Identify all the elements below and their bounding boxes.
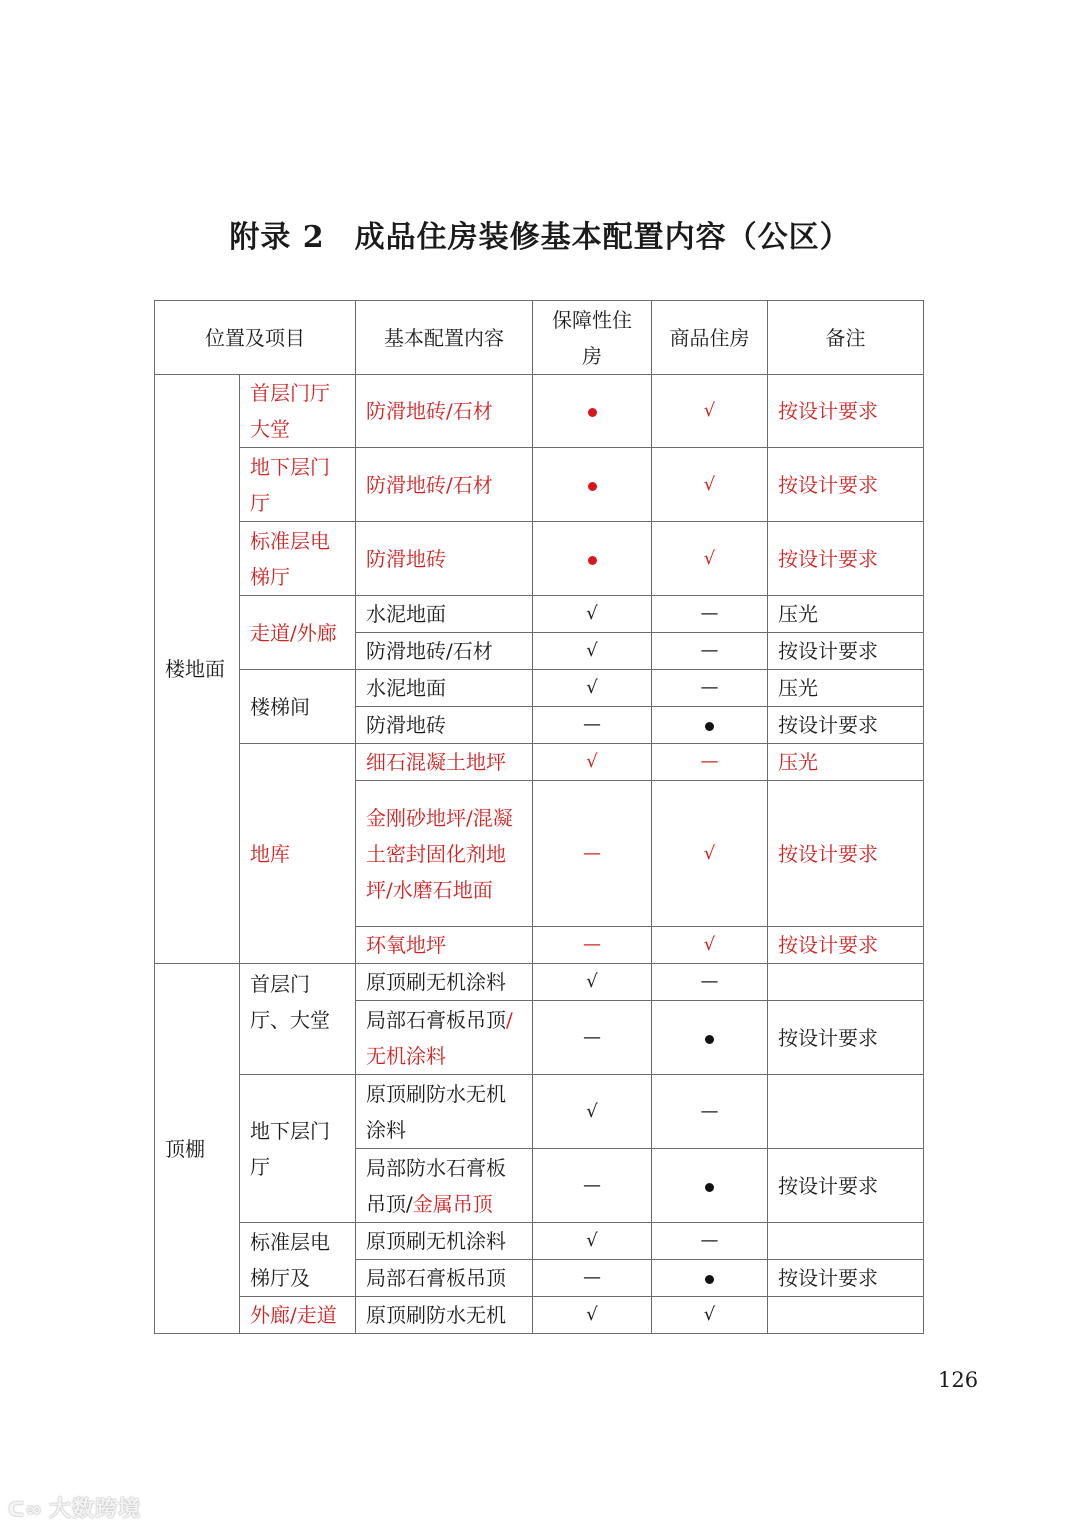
affordable-cell bbox=[533, 375, 652, 448]
commercial-cell bbox=[652, 1001, 768, 1075]
location-cell: 楼梯间 bbox=[240, 670, 356, 744]
content-cell: 局部石膏板吊顶 bbox=[356, 1260, 533, 1297]
location-cell: 地下层门厅 bbox=[240, 448, 356, 522]
table-row bbox=[155, 1075, 924, 1149]
page-title bbox=[0, 212, 1080, 256]
content-cell: 原顶刷防水无机 bbox=[356, 1297, 533, 1334]
remarks-cell: 按设计要求 bbox=[768, 927, 924, 964]
content-cell: 水泥地面 bbox=[356, 596, 533, 633]
commercial-cell: — bbox=[652, 596, 768, 633]
remarks-cell bbox=[768, 1297, 924, 1334]
remarks-cell: 按设计要求 bbox=[768, 522, 924, 596]
content-cell: 局部防水石膏板吊顶/金属吊顶 bbox=[356, 1149, 533, 1223]
watermark bbox=[8, 1492, 141, 1523]
affordable-cell: √ bbox=[533, 670, 652, 707]
remarks-cell: 按设计要求 bbox=[768, 781, 924, 927]
remarks-cell: 按设计要求 bbox=[768, 1260, 924, 1297]
remarks-cell: 按设计要求 bbox=[768, 707, 924, 744]
table-row bbox=[155, 964, 924, 1001]
appendix-title: 成品住房装修基本配置内容（公区） bbox=[354, 220, 851, 255]
commercial-cell: — bbox=[652, 1223, 768, 1260]
affordable-cell: √ bbox=[533, 596, 652, 633]
affordable-cell bbox=[533, 522, 652, 596]
content-cell: 防滑地砖 bbox=[356, 522, 533, 596]
affordable-cell: √ bbox=[533, 633, 652, 670]
category-ceiling: 顶棚 bbox=[155, 964, 240, 1334]
configuration-table bbox=[154, 300, 924, 1334]
table-row bbox=[155, 1223, 924, 1260]
location-cell: 地库 bbox=[240, 744, 356, 964]
dot-icon bbox=[705, 722, 714, 731]
content-cell: 金刚砂地坪/混凝土密封固化剂地坪/水磨石地面 bbox=[356, 781, 533, 927]
remarks-cell: 按设计要求 bbox=[768, 633, 924, 670]
watermark-text: 大数跨境 bbox=[48, 1497, 141, 1522]
category-floor: 楼地面 bbox=[155, 375, 240, 964]
content-cell: 防滑地砖 bbox=[356, 707, 533, 744]
location-cell: 外廊/走道 bbox=[240, 1297, 356, 1334]
remarks-cell bbox=[768, 1075, 924, 1149]
location-cell: 首层门厅大堂 bbox=[240, 375, 356, 448]
remarks-cell: 按设计要求 bbox=[768, 1149, 924, 1223]
remarks-cell bbox=[768, 1223, 924, 1260]
commercial-cell: — bbox=[652, 670, 768, 707]
dot-icon bbox=[588, 556, 597, 565]
dot-icon bbox=[705, 1183, 714, 1192]
table-row bbox=[155, 448, 924, 522]
remarks-cell: 压光 bbox=[768, 596, 924, 633]
remarks-cell: 压光 bbox=[768, 744, 924, 781]
header-commercial: 商品住房 bbox=[652, 301, 768, 375]
affordable-cell: — bbox=[533, 781, 652, 927]
header-affordable: 保障性住房 bbox=[533, 301, 652, 375]
remarks-cell: 压光 bbox=[768, 670, 924, 707]
content-red-suffix: /无机涂料 bbox=[366, 1007, 513, 1068]
location-cell: 标准层电梯厅及 bbox=[240, 1223, 356, 1297]
commercial-cell: √ bbox=[652, 927, 768, 964]
affordable-cell: √ bbox=[533, 1297, 652, 1334]
watermark-logo-icon: ᑕ∞ bbox=[8, 1497, 43, 1521]
commercial-cell bbox=[652, 707, 768, 744]
commercial-cell: √ bbox=[652, 781, 768, 927]
commercial-cell: — bbox=[652, 964, 768, 1001]
table-row bbox=[155, 375, 924, 448]
table-row bbox=[155, 744, 924, 781]
affordable-cell: — bbox=[533, 1001, 652, 1075]
commercial-cell: √ bbox=[652, 1297, 768, 1334]
affordable-cell: — bbox=[533, 707, 652, 744]
commercial-cell: √ bbox=[652, 375, 768, 448]
header-remarks: 备注 bbox=[768, 301, 924, 375]
affordable-cell: — bbox=[533, 927, 652, 964]
remarks-cell bbox=[768, 964, 924, 1001]
content-cell: 环氧地坪 bbox=[356, 927, 533, 964]
commercial-cell: — bbox=[652, 633, 768, 670]
content-cell: 细石混凝土地坪 bbox=[356, 744, 533, 781]
affordable-cell: — bbox=[533, 1149, 652, 1223]
affordable-cell: — bbox=[533, 1260, 652, 1297]
affordable-cell: √ bbox=[533, 1223, 652, 1260]
header-content: 基本配置内容 bbox=[356, 301, 533, 375]
location-cell: 首层门厅、大堂 bbox=[240, 964, 356, 1075]
content-cell: 原顶刷防水无机涂料 bbox=[356, 1075, 533, 1149]
content-red-suffix: 金属吊顶 bbox=[412, 1191, 493, 1216]
remarks-cell: 按设计要求 bbox=[768, 1001, 924, 1075]
dot-icon bbox=[588, 482, 597, 491]
affordable-cell: √ bbox=[533, 964, 652, 1001]
affordable-cell: √ bbox=[533, 744, 652, 781]
header-location: 位置及项目 bbox=[155, 301, 356, 375]
commercial-cell bbox=[652, 1260, 768, 1297]
dot-icon bbox=[705, 1275, 714, 1284]
content-cell: 防滑地砖/石材 bbox=[356, 633, 533, 670]
affordable-cell: √ bbox=[533, 1075, 652, 1149]
commercial-cell bbox=[652, 1149, 768, 1223]
dot-icon bbox=[705, 1035, 714, 1044]
location-cell: 地下层门厅 bbox=[240, 1075, 356, 1223]
commercial-cell: √ bbox=[652, 522, 768, 596]
content-cell: 原顶刷无机涂料 bbox=[356, 964, 533, 1001]
location-cell: 标准层电梯厅 bbox=[240, 522, 356, 596]
affordable-cell bbox=[533, 448, 652, 522]
content-cell: 防滑地砖/石材 bbox=[356, 448, 533, 522]
location-cell: 走道/外廊 bbox=[240, 596, 356, 670]
table-header-row bbox=[155, 301, 924, 375]
dot-icon bbox=[588, 408, 597, 417]
appendix-number: 附录 2 bbox=[229, 220, 325, 255]
content-cell: 原顶刷无机涂料 bbox=[356, 1223, 533, 1260]
commercial-cell: √ bbox=[652, 448, 768, 522]
content-cell: 防滑地砖/石材 bbox=[356, 375, 533, 448]
page-number: 126 bbox=[938, 1368, 979, 1392]
table-row bbox=[155, 1297, 924, 1334]
commercial-cell: — bbox=[652, 1075, 768, 1149]
remarks-cell: 按设计要求 bbox=[768, 448, 924, 522]
content-cell: 局部石膏板吊顶/无机涂料 bbox=[356, 1001, 533, 1075]
table-row bbox=[155, 522, 924, 596]
table-row bbox=[155, 596, 924, 633]
remarks-cell: 按设计要求 bbox=[768, 375, 924, 448]
commercial-cell: — bbox=[652, 744, 768, 781]
content-cell: 水泥地面 bbox=[356, 670, 533, 707]
table-row bbox=[155, 670, 924, 707]
